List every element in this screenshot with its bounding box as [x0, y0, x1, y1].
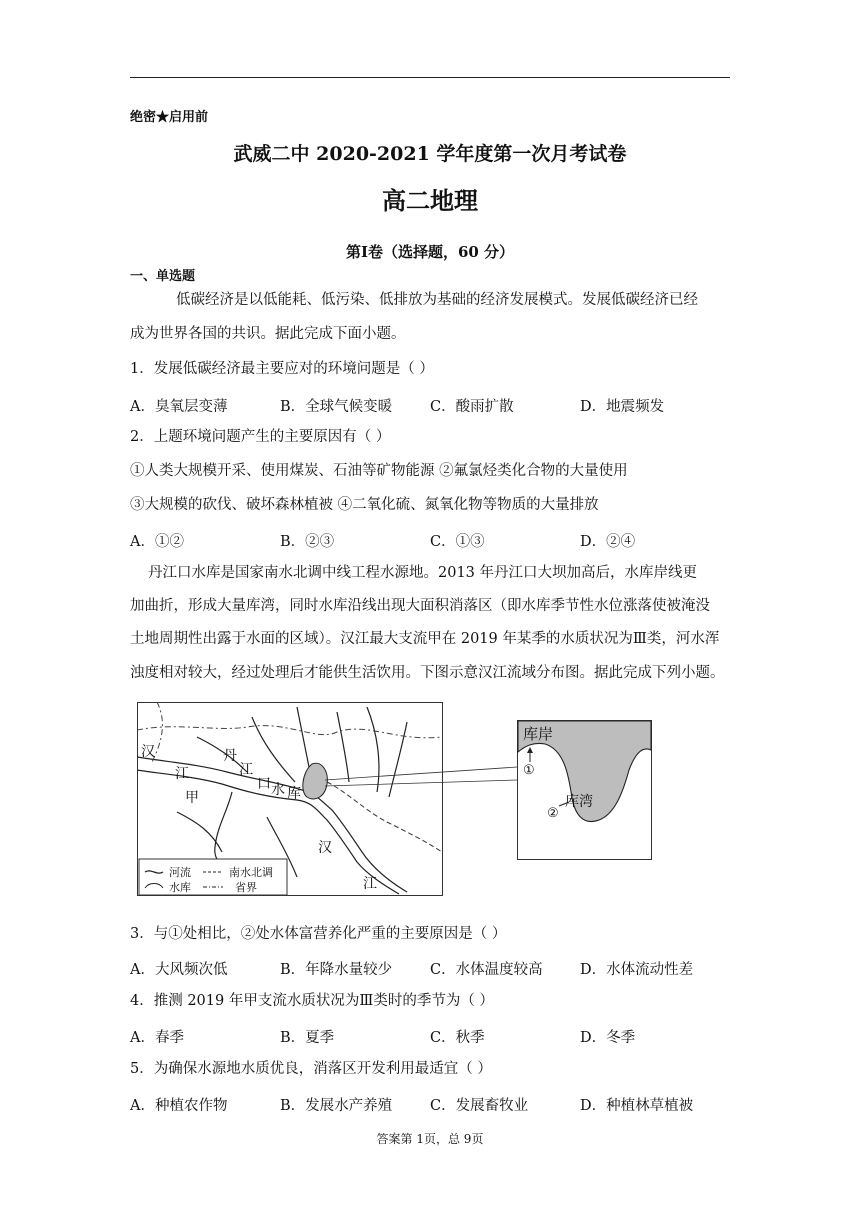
- header-rule: [130, 77, 730, 78]
- question-5-option-c[interactable]: C．发展畜牧业: [430, 1098, 529, 1114]
- map-label-jiang-2: 江: [239, 762, 253, 778]
- question-3-option-c[interactable]: C．水体温度较高: [430, 962, 543, 978]
- map-label-jiang-1: 江: [175, 766, 189, 782]
- map-label-ku: 库: [287, 786, 301, 802]
- question-1-stem: 1．发展低碳经济最主要应对的环境问题是（ ）: [130, 361, 434, 377]
- inset-label-shore: 库岸: [523, 725, 554, 743]
- question-2-statement-1: ①人类大规模开采、使用煤炭、石油等矿物能源 ②氟氯烃类化合物的大量使用: [130, 463, 628, 479]
- inset-label-bay: 库湾: [565, 794, 593, 810]
- question-2-stem: 2．上题环境问题产生的主要原因有（ ）: [130, 429, 391, 445]
- question-5-option-b[interactable]: B．发展水产养殖: [280, 1098, 393, 1114]
- map-label-jiang-3: 江: [363, 876, 377, 892]
- question-4-stem: 4．推测 2019 年甲支流水质状况为Ⅲ类时的季节为（ ）: [130, 993, 494, 1009]
- inset-point-1: ①: [523, 763, 535, 778]
- passage-2-line-1: 丹江口水库是国家南水北调中线工程水源地。2013 年丹江口大坝加高后，水库岸线更: [148, 565, 698, 581]
- question-1-option-b[interactable]: B．全球气候变暖: [280, 399, 393, 415]
- exam-title: 武威二中 2020-2021 学年度第一次月考试卷: [233, 143, 627, 165]
- map-label-dan: 丹: [223, 748, 237, 764]
- map-label-shui: 水: [271, 782, 285, 798]
- passage-1-line-1: 低碳经济是以低能耗、低污染、低排放为基础的经济发展模式。发展低碳经济已经: [176, 292, 698, 308]
- question-2-option-c[interactable]: C．①③: [430, 534, 485, 550]
- question-5-option-d[interactable]: D．种植林草植被: [580, 1098, 694, 1114]
- passage-2-line-4: 浊度相对较大，经过处理后才能供生活饮用。下图示意汉江流域分布图。据此完成下列小题。: [130, 665, 725, 681]
- passage-2-line-3: 土地周期性出露于水面的区域）。汉江最大支流甲在 2019 年某季的水质状况为Ⅲ类，河水浑: [130, 631, 720, 647]
- part-title: 第Ⅰ卷（选择题，60 分）: [345, 243, 515, 261]
- question-3-option-b[interactable]: B．年降水量较少: [280, 962, 393, 978]
- question-2-option-b[interactable]: B．②③: [280, 534, 335, 550]
- map-label-kou: 口: [257, 776, 271, 792]
- question-5-stem: 5．为确保水源地水质优良，消落区开发利用最适宜（ ）: [130, 1061, 492, 1077]
- question-4-option-c[interactable]: C．秋季: [430, 1030, 485, 1046]
- legend-south-north: 南水北调: [229, 866, 273, 879]
- map-label-han-1: 汉: [141, 744, 155, 760]
- question-5-option-a[interactable]: A．种植农作物: [130, 1098, 228, 1114]
- question-4-option-d[interactable]: D．冬季: [580, 1030, 636, 1046]
- han-river-basin-map: [137, 702, 737, 902]
- question-1-option-c[interactable]: C．酸雨扩散: [430, 399, 514, 415]
- question-4-option-b[interactable]: B．夏季: [280, 1030, 335, 1046]
- legend-border: 省界: [235, 881, 257, 894]
- question-1-option-a[interactable]: A．臭氧层变薄: [130, 399, 228, 415]
- map-label-jia: 甲: [185, 790, 199, 806]
- question-1-option-d[interactable]: D．地震频发: [580, 399, 665, 415]
- legend-reservoir: 水库: [169, 881, 191, 894]
- map-label-han-2: 汉: [318, 840, 332, 856]
- secret-mark: 绝密★启用前: [130, 110, 209, 125]
- question-2-option-d[interactable]: D．②④: [580, 534, 636, 550]
- question-3-option-d[interactable]: D．水体流动性差: [580, 962, 694, 978]
- inset-point-2: ②: [547, 806, 559, 821]
- subject-title: 高二地理: [382, 186, 478, 215]
- question-2-option-a[interactable]: A．①②: [130, 534, 184, 550]
- section-heading: 一、单选题: [130, 269, 196, 284]
- question-3-stem: 3．与①处相比，②处水体富营养化严重的主要原因是（ ）: [130, 926, 507, 942]
- passage-2-line-2: 加曲折，形成大量库湾，同时水库沿线出现大面积消落区（即水库季节性水位涨落使被淹没: [130, 598, 710, 614]
- question-3-option-a[interactable]: A．大风频次低: [130, 962, 228, 978]
- legend-river: 河流: [169, 866, 191, 879]
- page-footer: 答案第 1页，总 9页: [376, 1132, 484, 1146]
- question-4-option-a[interactable]: A．春季: [130, 1030, 184, 1046]
- passage-1-line-2: 成为世界各国的共识。据此完成下面小题。: [130, 326, 406, 342]
- question-2-statement-2: ③大规模的砍伐、破坏森林植被 ④二氧化硫、氮氧化物等物质的大量排放: [130, 497, 599, 513]
